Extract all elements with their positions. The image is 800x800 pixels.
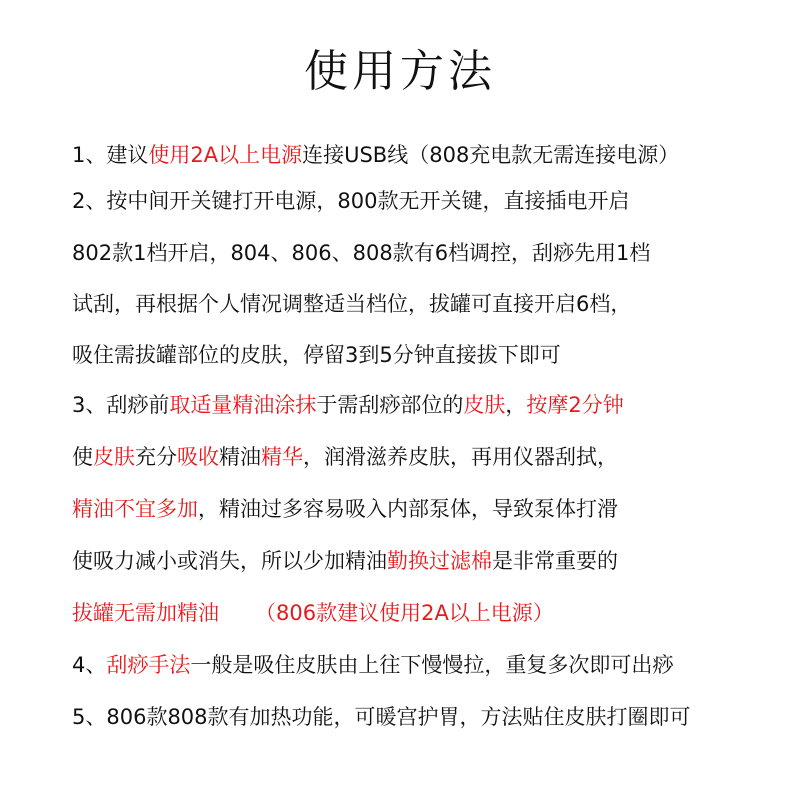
instruction-line-10	[72, 598, 554, 628]
line-12-text: 5、806款808款有加热功能，可暖宫护胃，方法贴住皮肤打圈即可	[72, 705, 691, 729]
instruction-line-1	[72, 140, 679, 170]
instruction-line-6	[72, 390, 624, 420]
line-7-text: 使	[72, 445, 93, 469]
line-11-text-2: 一般是吸住皮肤由上往下慢慢拉，重复多次即可出痧	[190, 653, 674, 677]
instruction-line-5	[72, 340, 561, 370]
line-6-highlight-2: 皮肤	[463, 393, 506, 417]
instruction-line-3	[72, 238, 650, 268]
line-5-text: 吸住需拔罐部位的皮肤，停留3到5分钟直接拔下即可	[72, 343, 561, 367]
line-1-highlight: 使用2A以上电源	[148, 143, 303, 167]
line-1-text-2: 连接USB线（808充电款无需连接电源）	[302, 143, 680, 167]
line-7-text-2: 充分	[135, 445, 177, 469]
line-7-text-3: 精油	[219, 445, 261, 469]
line-4-text: 试刮，再根据个人情况调整适当档位，拔罐可直接开启6档，	[72, 292, 632, 316]
line-11-text: 4、	[72, 653, 107, 677]
line-6-text-2: 于需刮痧部位的	[316, 393, 464, 417]
line-7-highlight-2: 吸收	[177, 445, 219, 469]
line-9-text-2: 是非常重要的	[492, 549, 618, 573]
line-7-highlight-3: 精华	[261, 445, 303, 469]
line-3-text: 802款1档开启，804、806、808款有6档调控，刮痧先用1档	[72, 241, 651, 265]
instruction-line-9	[72, 546, 618, 576]
line-9-highlight: 勤换过滤棉	[387, 549, 492, 573]
page-title: 使用方法	[304, 46, 496, 97]
instruction-line-7	[72, 442, 618, 472]
line-10-highlight-2: （806款建议使用2A以上电源）	[255, 601, 554, 625]
instruction-line-4	[72, 289, 631, 319]
instruction-line-11	[72, 650, 673, 680]
line-9-text: 使吸力减小或消失，所以少加精油	[72, 549, 387, 573]
line-10-highlight: 拔罐无需加精油	[72, 601, 219, 625]
line-1-text: 1、建议	[72, 143, 149, 167]
line-7-highlight: 皮肤	[93, 445, 135, 469]
line-7-text-4: ，润滑滋养皮肤，再用仪器刮拭，	[303, 445, 618, 469]
line-11-highlight: 刮痧手法	[106, 653, 191, 677]
line-6-highlight-3: 按摩2分钟	[526, 393, 624, 417]
instruction-line-12	[72, 702, 691, 732]
instruction-line-8	[72, 494, 618, 524]
line-6-text: 3、刮痧前	[72, 393, 170, 417]
line-6-text-3: ，	[505, 393, 527, 417]
line-6-highlight: 取适量精油涂抹	[169, 393, 317, 417]
line-8-text: ，精油过多容易吸入内部泵体，导致泵体打滑	[198, 497, 618, 521]
line-8-highlight: 精油不宜多加	[72, 497, 198, 521]
line-2-text: 2、按中间开关键打开电源，800款无开关键，直接插电开启	[72, 189, 630, 213]
instruction-line-2	[72, 186, 629, 216]
